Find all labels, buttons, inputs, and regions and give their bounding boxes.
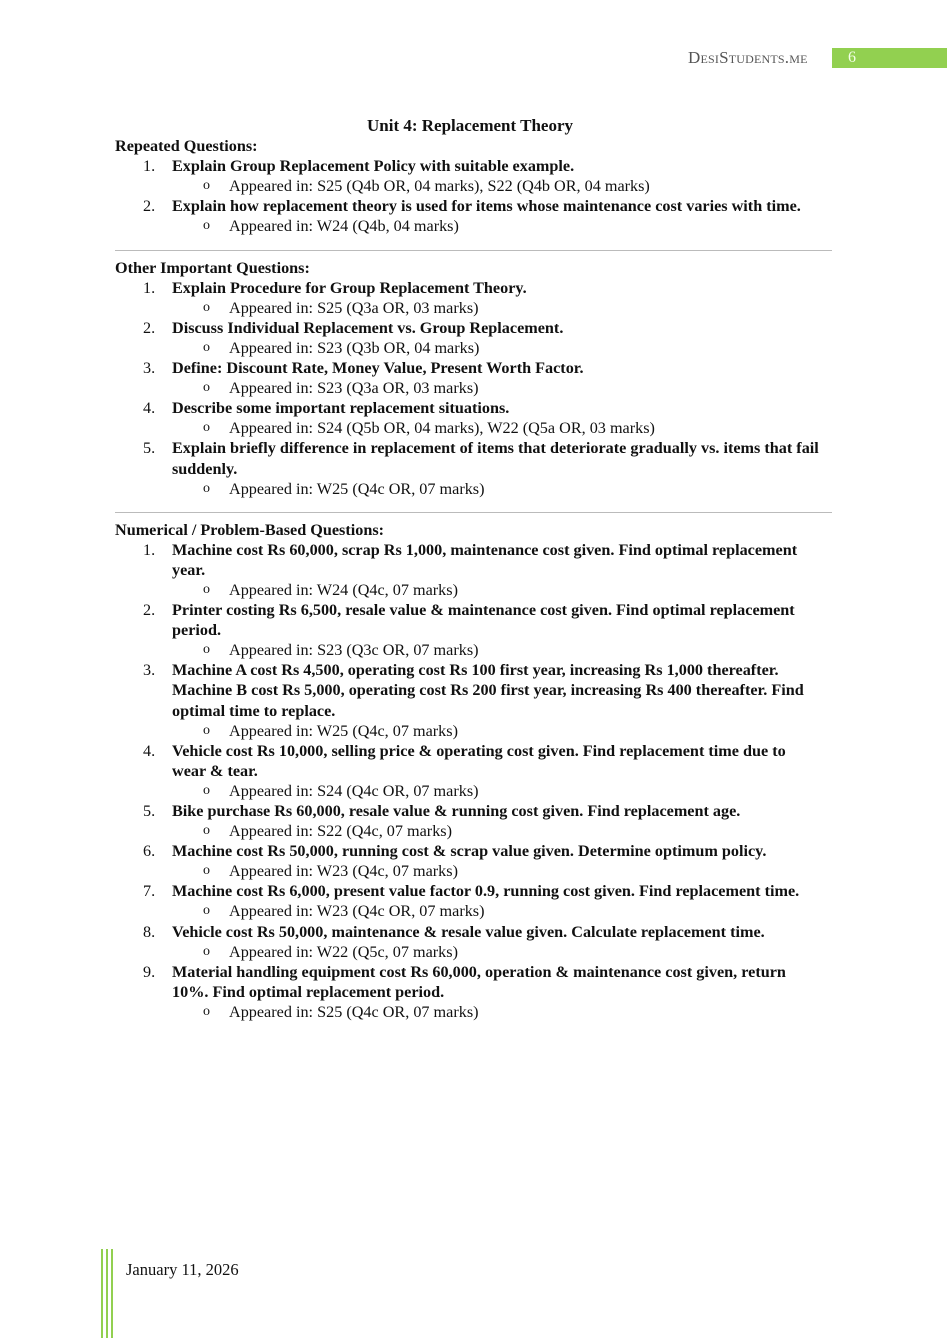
- question-item: [115, 156, 835, 196]
- section-heading: Other Important Questions:: [115, 258, 310, 277]
- bullet-icon: o: [203, 581, 210, 597]
- question-text: Explain Procedure for Group Replacement Theory.: [172, 278, 527, 297]
- site-name: DesiStudents.me: [688, 48, 808, 67]
- appeared-in: Appeared in: S23 (Q3a OR, 03 marks): [229, 379, 479, 398]
- question-item: [115, 660, 835, 740]
- appeared-in: Appeared in: W24 (Q4c, 07 marks): [229, 580, 458, 599]
- question-item: [115, 801, 835, 841]
- bullet-icon: o: [203, 642, 210, 658]
- question-number: 7.: [143, 882, 156, 901]
- section-heading: Numerical / Problem-Based Questions:: [115, 520, 385, 539]
- page-number: 6: [832, 48, 947, 68]
- appeared-in: Appeared in: S25 (Q4c OR, 07 marks): [229, 1002, 479, 1021]
- question-text: Describe some important replacement situations.: [172, 399, 510, 418]
- appeared-in: Appeared in: W25 (Q4c, 07 marks): [229, 721, 458, 740]
- section: [115, 258, 835, 499]
- question-item: [115, 600, 835, 660]
- bullet-icon: o: [203, 480, 210, 496]
- question-item: [115, 398, 835, 438]
- question-text: Explain how replacement theory is used for items whose maintenance cost varies with time.: [172, 197, 801, 216]
- section: [115, 520, 835, 1022]
- question-item: [115, 540, 835, 600]
- page-title: Unit 4: Replacement Theory: [366, 116, 574, 135]
- bullet-icon: o: [203, 380, 210, 396]
- footer-decorative-lines: [101, 1249, 114, 1338]
- bullet-icon: o: [203, 943, 210, 959]
- question-number: 3.: [143, 359, 156, 378]
- question-number: 2.: [143, 197, 156, 216]
- question-text: Material handling equipment cost Rs 60,000, operation & maintenance cost given, return 10%. Find optimal replacement period.: [172, 962, 786, 1001]
- section-divider: [115, 512, 832, 513]
- appeared-in: Appeared in: S23 (Q3c OR, 07 marks): [229, 641, 479, 660]
- appeared-in: Appeared in: S22 (Q4c, 07 marks): [229, 822, 452, 841]
- bullet-icon: o: [203, 903, 210, 919]
- question-number: 2.: [143, 318, 156, 337]
- bullet-icon: o: [203, 178, 210, 194]
- question-number: 8.: [143, 922, 156, 941]
- bullet-icon: o: [203, 218, 210, 234]
- question-text: Vehicle cost Rs 10,000, selling price & operating cost given. Find replacement time due to wear & tear.: [172, 741, 786, 780]
- question-item: [115, 278, 835, 318]
- bullet-icon: o: [203, 722, 210, 738]
- document-body: [115, 116, 835, 1022]
- question-number: 1.: [143, 540, 156, 559]
- appeared-in: Appeared in: S25 (Q3a OR, 03 marks): [229, 298, 479, 317]
- question-item: [115, 962, 835, 1022]
- question-item: [115, 358, 835, 398]
- appeared-in: Appeared in: W22 (Q5c, 07 marks): [229, 942, 458, 961]
- question-text: Explain briefly difference in replacement of items that deteriorate gradually vs. items that fail suddenly.: [172, 439, 819, 478]
- question-item: [115, 438, 835, 498]
- question-text: Explain Group Replacement Policy with suitable example.: [172, 157, 575, 176]
- question-item: [115, 922, 835, 962]
- section-heading: Repeated Questions:: [115, 137, 258, 156]
- question-text: Define: Discount Rate, Money Value, Present Worth Factor.: [172, 359, 584, 378]
- question-number: 5.: [143, 802, 156, 820]
- question-text: Machine cost Rs 60,000, scrap Rs 1,000, maintenance cost given. Find optimal replacement year.: [172, 540, 798, 579]
- question-number: 4.: [143, 741, 156, 760]
- question-text: Discuss Individual Replacement vs. Group Replacement.: [172, 318, 564, 337]
- appeared-in: Appeared in: W25 (Q4c OR, 07 marks): [229, 479, 485, 498]
- bullet-icon: o: [203, 299, 210, 315]
- appeared-in: Appeared in: S25 (Q4b OR, 04 marks), S22 (Q4b OR, 04 marks): [229, 177, 650, 196]
- bullet-icon: o: [203, 823, 210, 839]
- appeared-in: Appeared in: W23 (Q4c, 07 marks): [229, 862, 458, 881]
- question-number: 1.: [143, 278, 156, 297]
- question-number: 5.: [143, 439, 156, 458]
- question-item: [115, 196, 835, 236]
- question-text: Machine cost Rs 6,000, present value factor 0.9, running cost given. Find replacement time.: [172, 882, 800, 901]
- question-item: [115, 741, 835, 801]
- question-number: 6.: [143, 842, 156, 861]
- footer-date: January 11, 2026: [126, 1260, 239, 1279]
- appeared-in: Appeared in: S23 (Q3b OR, 04 marks): [229, 338, 480, 357]
- section: [115, 136, 835, 236]
- question-item: [115, 318, 835, 358]
- bullet-icon: o: [203, 339, 210, 355]
- question-number: 3.: [143, 661, 156, 680]
- section-divider: [115, 250, 832, 251]
- appeared-in: Appeared in: S24 (Q5b OR, 04 marks), W22 (Q5a OR, 03 marks): [229, 419, 655, 438]
- question-number: 4.: [143, 399, 156, 418]
- question-item: [115, 881, 835, 921]
- bullet-icon: o: [203, 863, 210, 879]
- question-item: [115, 841, 835, 881]
- question-text: Machine cost Rs 50,000, running cost & scrap value given. Determine optimum policy.: [172, 842, 767, 861]
- bullet-icon: o: [203, 1003, 210, 1019]
- sections: [115, 136, 835, 1022]
- question-number: 1.: [143, 157, 156, 176]
- question-number: 2.: [143, 601, 156, 620]
- bullet-icon: o: [203, 420, 210, 436]
- appeared-in: Appeared in: W23 (Q4c OR, 07 marks): [229, 902, 485, 921]
- appeared-in: Appeared in: S24 (Q4c OR, 07 marks): [229, 781, 479, 800]
- appeared-in: Appeared in: W24 (Q4b, 04 marks): [229, 217, 459, 236]
- question-number: 9.: [143, 962, 156, 981]
- question-text: Machine A cost Rs 4,500, operating cost Rs 100 first year, increasing Rs 1,000 thereafter. Machine B cost Rs 5,000, operating cost Rs 200 first year, increasing Rs 400 thereafter. Find optimal time to replace.: [172, 661, 804, 720]
- bullet-icon: o: [203, 782, 210, 798]
- question-text: Bike purchase Rs 60,000, resale value & running cost given. Find replacement age.: [172, 802, 741, 820]
- question-text: Vehicle cost Rs 50,000, maintenance & resale value given. Calculate replacement time.: [172, 922, 765, 941]
- question-text: Printer costing Rs 6,500, resale value & maintenance cost given. Find optimal replacement period.: [172, 601, 795, 640]
